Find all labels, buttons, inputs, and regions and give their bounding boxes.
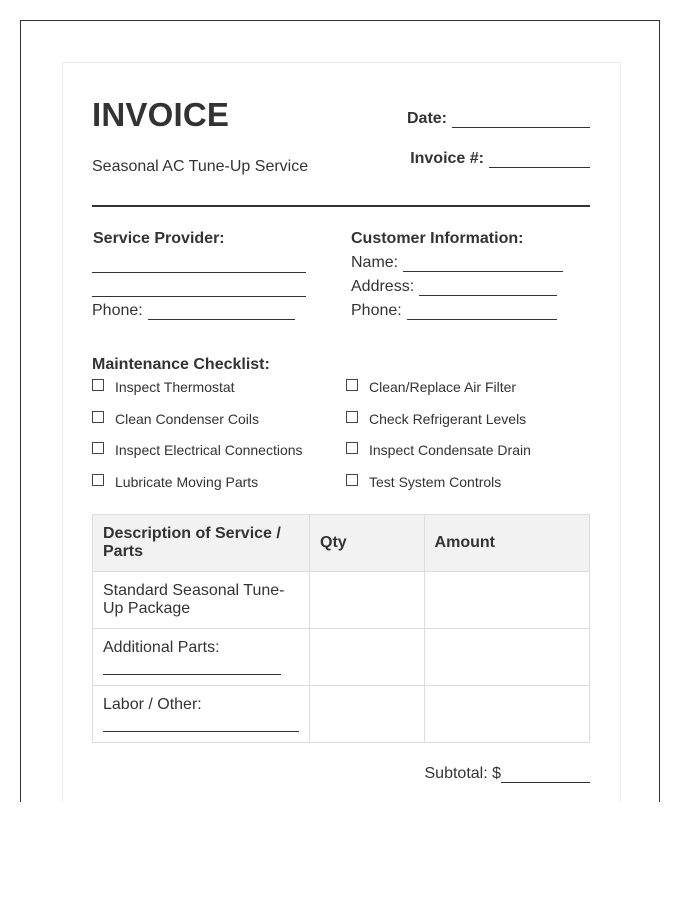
table-row [93,629,590,686]
table-row [93,572,590,629]
date-label: Date: [406,110,447,127]
customer-name-field[interactable] [351,254,563,272]
service-provider-phone-blank[interactable] [148,303,295,320]
service-provider-line-2[interactable] [92,281,306,297]
checkbox[interactable] [92,442,104,454]
checkbox[interactable] [92,411,104,423]
checkbox[interactable] [346,442,358,454]
row-qty-cell[interactable] [310,629,425,686]
checkbox[interactable] [346,411,358,423]
row-qty-cell[interactable] [310,686,425,743]
service-provider-phone-label: Phone: [92,302,143,319]
date-blank[interactable] [452,111,590,128]
service-items-table [92,514,590,743]
invoice-number-label: Invoice #: [410,150,484,167]
customer-address-blank[interactable] [419,279,557,296]
checklist-item-label: Lubricate Moving Parts [115,474,259,490]
column-header-qty: Qty [310,515,425,572]
checklist-item-label: Inspect Thermostat [115,379,235,395]
column-header-description: Description of Service / Parts [93,515,310,572]
table-header-row [93,515,590,572]
invoice-number-blank[interactable] [489,151,590,168]
checkbox[interactable] [346,474,358,486]
column-header-amount: Amount [424,515,589,572]
checklist-item-label: Test System Controls [369,474,502,490]
invoice-title: INVOICE [92,96,230,133]
date-field[interactable] [407,110,590,128]
checklist-item-label: Clean Condenser Coils [115,411,259,427]
row-qty-cell[interactable] [310,572,425,629]
invoice-number-field[interactable] [410,150,590,168]
customer-name-label: Name: [351,254,399,271]
checkbox[interactable] [92,379,104,391]
service-provider-heading: Service Provider: [93,230,225,247]
customer-address-label: Address: [351,278,415,295]
row-description: Labor / Other: [103,696,202,713]
checklist-item-label: Inspect Condensate Drain [369,442,531,458]
additional-parts-blank[interactable] [103,660,281,675]
customer-name-blank[interactable] [403,255,563,272]
row-amount-cell[interactable] [424,686,589,743]
checkbox[interactable] [346,379,358,391]
row-description-cell[interactable] [93,629,310,686]
customer-address-field[interactable] [351,278,557,296]
labor-other-blank[interactable] [103,717,299,732]
row-description-cell[interactable] [93,686,310,743]
subtotal-field[interactable] [425,765,591,783]
checkbox[interactable] [92,474,104,486]
checklist-item-label: Inspect Electrical Connections [115,442,303,458]
header-divider [92,205,590,207]
customer-info-heading: Customer Information: [351,230,524,247]
customer-phone-label: Phone: [351,302,402,319]
checklist-heading: Maintenance Checklist: [92,356,270,373]
subtotal-label: Subtotal: $ [424,765,501,782]
checklist-item-label: Clean/Replace Air Filter [369,379,517,395]
service-provider-line-1[interactable] [92,257,306,273]
subtotal-blank[interactable] [501,766,590,783]
row-description: Standard Seasonal Tune-Up Package [93,572,310,629]
table-row [93,686,590,743]
service-provider-phone-field[interactable] [92,302,295,320]
customer-phone-blank[interactable] [407,303,557,320]
invoice-subtitle: Seasonal AC Tune-Up Service [92,158,309,175]
row-description: Additional Parts: [103,639,220,656]
row-amount-cell[interactable] [424,629,589,686]
checklist-item-label: Check Refrigerant Levels [369,411,527,427]
row-amount-cell[interactable] [424,572,589,629]
customer-phone-field[interactable] [351,302,557,320]
